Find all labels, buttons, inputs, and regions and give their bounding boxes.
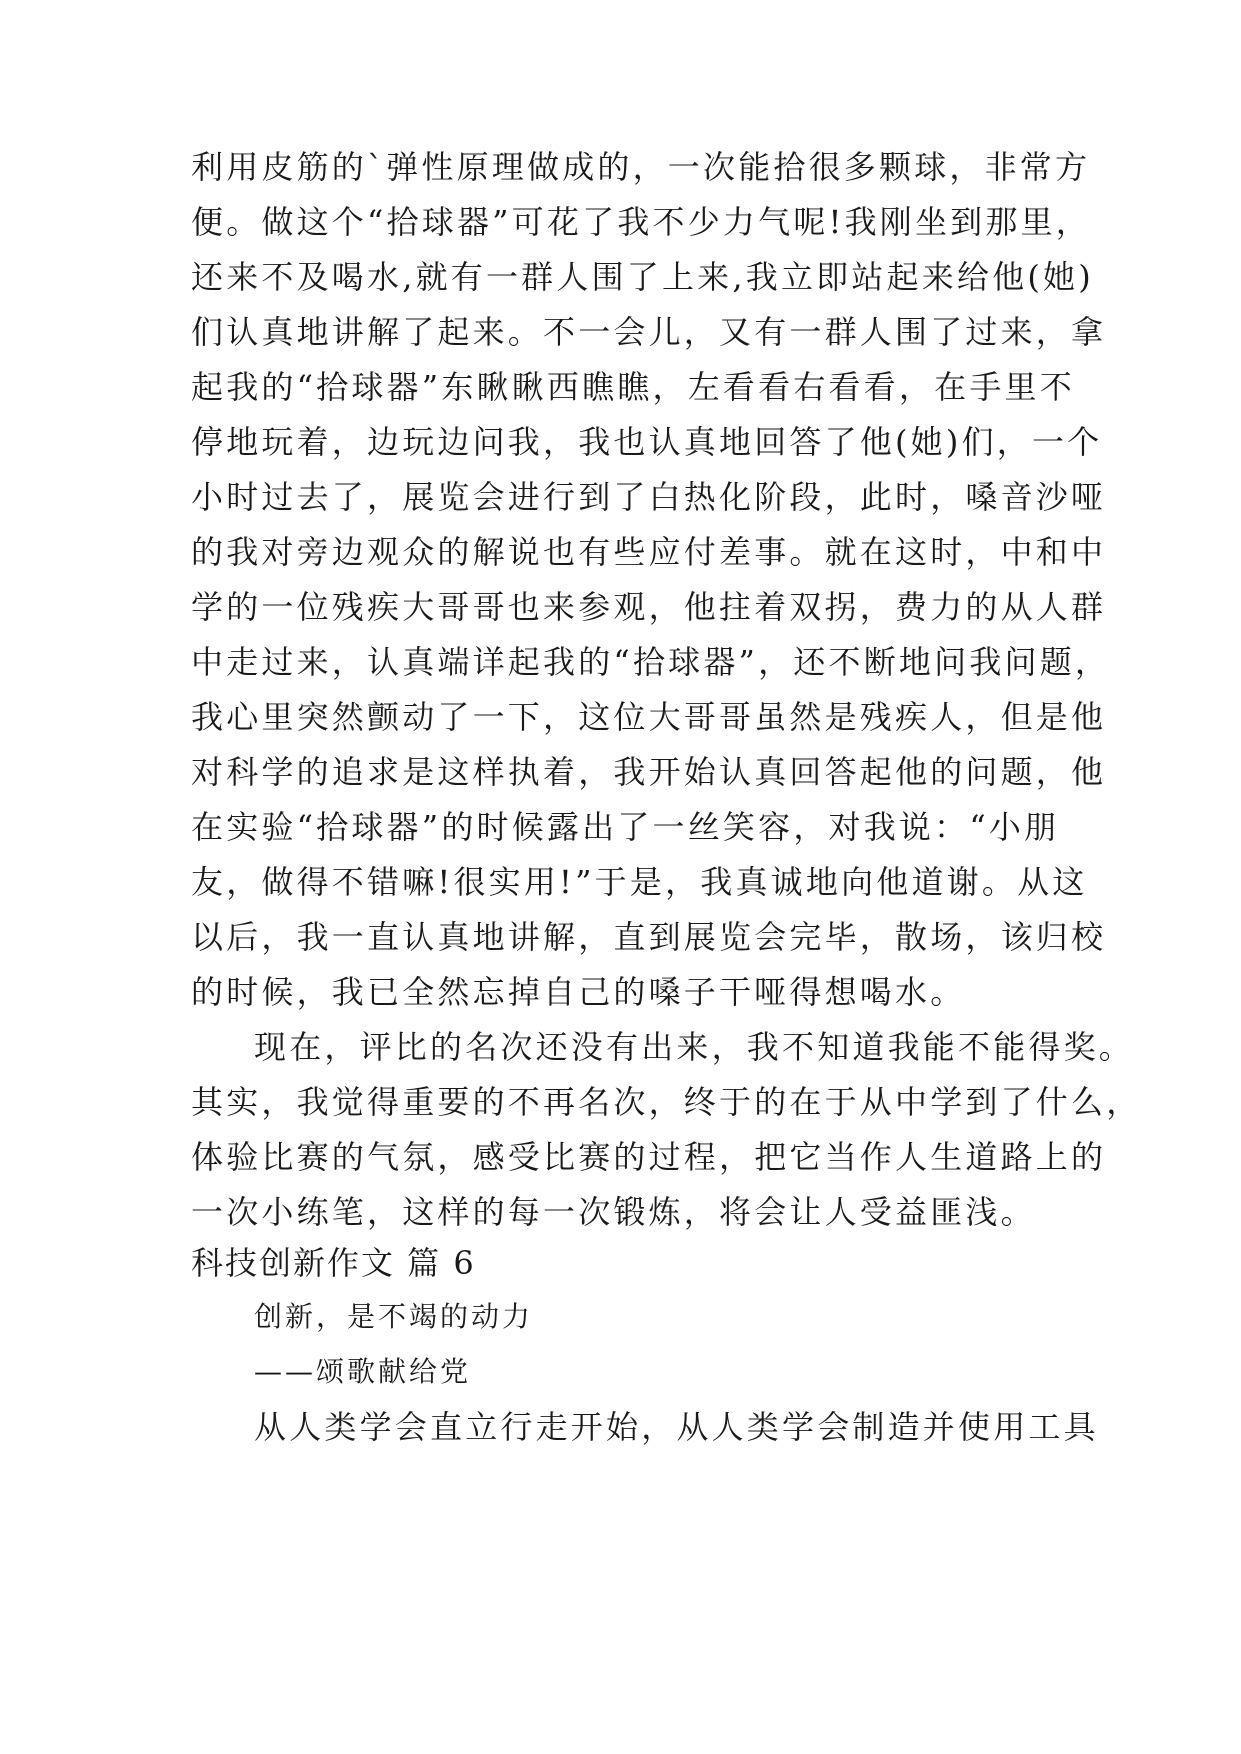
- body-text-line: 停地玩着，边玩边问我，我也认真地回答了他(她)们，一个: [191, 423, 1103, 461]
- body-text-line: 还来不及喝水,就有一群人围了上来,我立即站起来给他(她): [191, 258, 1094, 296]
- body-text-line: 便。做这个“拾球器”可花了我不少力气呢!我刚坐到那里，: [191, 203, 1091, 241]
- body-text-line: 从人类学会直立行走开始，从人类学会制造并使用工具: [254, 1408, 1099, 1446]
- body-text-line: 其实，我觉得重要的不再名次，终于的在于从中学到了什么，: [191, 1083, 1142, 1121]
- body-text-line: 对科学的追求是这样执着，我开始认真回答起他的问题，他: [191, 753, 1107, 791]
- body-text-line: 起我的“拾球器”东瞅瞅西瞧瞧，左看看右看看，在手里不: [191, 368, 1075, 406]
- body-text-line: 友，做得不错嘛!很实用!”于是，我真诚地向他道谢。从这: [191, 863, 1088, 901]
- essay-subtitle: ——颂歌献给党: [254, 1355, 472, 1388]
- body-text-line: 在实验“拾球器”的时候露出了一丝笑容，对我说：“小朋: [191, 808, 1060, 846]
- body-text-line: 们认真地讲解了起来。不一会儿，又有一群人围了过来，拿: [191, 313, 1107, 351]
- body-text-line: 一次小练笔，这样的每一次锻炼，将会让人受益匪浅。: [191, 1193, 1036, 1231]
- body-text-line: 体验比赛的气氛，感受比赛的过程，把它当作人生道路上的: [191, 1138, 1107, 1176]
- body-text-line: 中走过来，认真端详起我的“拾球器”，还不断地问我问题，: [191, 643, 1111, 681]
- body-text-line: 现在，评比的名次还没有出来，我不知道我能不能得奖。: [254, 1028, 1135, 1066]
- essay-title: 创新，是不竭的动力: [254, 1300, 534, 1333]
- body-text-line: 以后，我一直认真地讲解，直到展览会完毕，散场，该归校: [191, 918, 1107, 956]
- section-heading: 科技创新作文 篇 6: [191, 1244, 476, 1282]
- body-text-line: 我心里突然颤动了一下，这位大哥哥虽然是残疾人，但是他: [191, 698, 1107, 736]
- body-text-line: 学的一位残疾大哥哥也来参观，他拄着双拐，费力的从人群: [191, 588, 1107, 626]
- body-text-line: 的我对旁边观众的解说也有些应付差事。就在这时，中和中: [191, 533, 1107, 571]
- body-text-line: 利用皮筋的`弹性原理做成的，一次能拾很多颗球，非常方: [191, 148, 1091, 186]
- body-text-line: 的时候，我已全然忘掉自己的嗓子干哑得想喝水。: [191, 973, 966, 1011]
- body-text-line: 小时过去了，展览会进行到了白热化阶段，此时，嗓音沙哑: [191, 478, 1107, 516]
